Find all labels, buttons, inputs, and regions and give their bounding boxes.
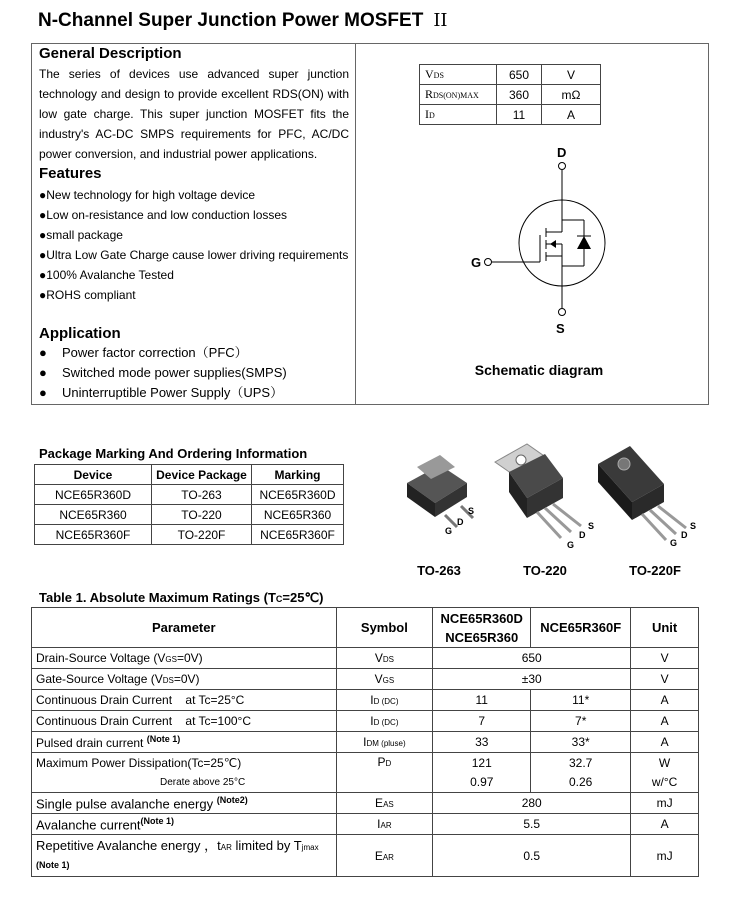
feature-item: ●Ultra Low Gate Charge cause lower driving requirements xyxy=(39,248,349,262)
package-table-title: Package Marking And Ordering Information xyxy=(39,446,308,461)
absolute-max-ratings-table xyxy=(31,607,699,877)
symbol-cell: IDM (pluse) xyxy=(336,732,433,753)
symbol-cell: VDS xyxy=(336,648,433,669)
param-cell: Single pulse avalanche energy $^{(Note2)}$ xyxy=(32,793,337,814)
package-cell: TO-220 xyxy=(152,505,252,525)
ratings-row-eas xyxy=(32,793,699,814)
drain-terminal xyxy=(559,163,566,170)
ratings-row-idm xyxy=(32,732,699,753)
spec-value: 650 xyxy=(497,65,542,85)
package-cell: NCE65R360 xyxy=(35,505,152,525)
application-item xyxy=(39,343,349,363)
ratings-header-row xyxy=(32,608,699,648)
param-cell: Drain-Source Voltage (VGS=0V) xyxy=(32,648,337,669)
source-label: S xyxy=(556,321,565,336)
body-diode-icon xyxy=(577,236,591,249)
application-item xyxy=(39,383,349,403)
param-cell: Avalanche current$^{(Note 1)}$ xyxy=(32,814,337,835)
application-heading: Application xyxy=(39,325,121,342)
header-nce65r360f: NCE65R360F xyxy=(531,608,631,648)
package-header-package: Device Package xyxy=(152,465,252,485)
value-cell: 0.26 xyxy=(531,773,631,793)
value-cell: 5.5 xyxy=(433,814,631,835)
overview-divider xyxy=(355,44,356,404)
drain-label: D xyxy=(557,145,567,160)
key-spec-table xyxy=(419,64,601,125)
value-cell: 121 xyxy=(433,753,531,773)
package-table xyxy=(34,464,344,545)
pin-label-s: S xyxy=(468,506,475,516)
application-list xyxy=(39,343,349,403)
unit-cell: w/°C xyxy=(631,773,699,793)
header-nce65r360d: NCE65R360D NCE65R360 xyxy=(433,608,531,648)
symbol-cell: EAR xyxy=(336,835,433,877)
gate-terminal xyxy=(485,259,492,266)
application-item xyxy=(39,363,349,383)
param-cell: Continuous Drain Current at Tc=100°C xyxy=(32,711,337,732)
ratings-row-ear xyxy=(32,835,699,877)
unit-cell: A xyxy=(631,814,699,835)
param-cell: Derate above 25°C xyxy=(32,773,337,793)
package-cell: TO-220F xyxy=(152,525,252,545)
unit-cell: A xyxy=(631,732,699,753)
package-row xyxy=(35,505,344,525)
value-cell: 33* xyxy=(531,732,631,753)
package-cell: TO-263 xyxy=(152,485,252,505)
package-row xyxy=(35,485,344,505)
spec-row xyxy=(420,105,601,125)
to220f-package-image xyxy=(592,440,704,550)
application-item-label: Switched mode power supplies(SMPS) xyxy=(62,365,287,380)
unit-cell: mJ xyxy=(631,835,699,877)
unit-cell: A xyxy=(631,711,699,732)
ratings-row-iar xyxy=(32,814,699,835)
schematic-caption: Schematic diagram xyxy=(474,362,604,378)
spec-unit: mΩ xyxy=(542,85,601,105)
value-cell: 11* xyxy=(531,690,631,711)
spec-param: ID xyxy=(420,105,497,125)
package-header-row xyxy=(35,465,344,485)
general-description-heading: General Description xyxy=(39,45,182,62)
bullet-icon: ● xyxy=(39,345,47,360)
header-parameter: Parameter xyxy=(32,608,337,648)
feature-item: ●New technology for high voltage device xyxy=(39,188,256,202)
unit-cell: W xyxy=(631,753,699,773)
pin-label-d: D xyxy=(579,530,586,540)
value-cell: 280 xyxy=(433,793,631,814)
application-item-label: Power factor correction（PFC） xyxy=(62,345,248,360)
pin-label-d: D xyxy=(681,530,688,540)
symbol-cell: ID (DC) xyxy=(336,690,433,711)
pin-label-s: S xyxy=(588,521,595,531)
unit-cell: V xyxy=(631,669,699,690)
value-cell: 0.5 xyxy=(433,835,631,877)
value-cell: 32.7 xyxy=(531,753,631,773)
symbol-cell: PD xyxy=(336,753,433,793)
spec-unit: A xyxy=(542,105,601,125)
features-heading: Features xyxy=(39,165,102,182)
title-roman-numeral: II xyxy=(433,10,448,31)
header-unit: Unit xyxy=(631,608,699,648)
gate-label: G xyxy=(471,255,482,270)
unit-cell: V xyxy=(631,648,699,669)
param-cell: Gate-Source Voltage (VDS=0V) xyxy=(32,669,337,690)
unit-cell: mJ xyxy=(631,793,699,814)
ratings-row-vgs xyxy=(32,669,699,690)
package-cell: NCE65R360F xyxy=(35,525,152,545)
feature-item: ●100% Avalanche Tested xyxy=(39,268,174,282)
package-cell: NCE65R360D xyxy=(35,485,152,505)
pin-label-g: G xyxy=(445,526,453,535)
title-text: N-Channel Super Junction Power MOSFET xyxy=(38,10,424,31)
package-header-marking: Marking xyxy=(252,465,344,485)
to220-package-image xyxy=(487,440,602,550)
ratings-row-pd xyxy=(32,753,699,773)
value-cell: 0.97 xyxy=(433,773,531,793)
package-cell: NCE65R360 xyxy=(252,505,344,525)
symbol-cell: VGS xyxy=(336,669,433,690)
value-cell: ±30 xyxy=(433,669,631,690)
document-title xyxy=(38,10,448,32)
source-terminal xyxy=(559,309,566,316)
ratings-row-id25 xyxy=(32,690,699,711)
feature-item: ●ROHS compliant xyxy=(39,288,136,302)
ratings-table-title: Table 1. Absolute Maximum Ratings (TC=25℃) xyxy=(39,590,324,605)
spec-unit: V xyxy=(542,65,601,85)
param-cell: Maximum Power Dissipation(Tc=25℃) xyxy=(32,753,337,773)
general-description-text: The series of devices use advanced super junction technology and design to provide excellent RDS(ON) with low gate charge. This super junction MOSFET fits the industry's AC-DC SMPS requirements for PFC, AC/DC power conversion, and industrial power applications. xyxy=(39,67,349,161)
pin-label-d: D xyxy=(457,517,464,527)
symbol-cell: ID (DC) xyxy=(336,711,433,732)
ratings-row-id100 xyxy=(32,711,699,732)
pin-label-s: S xyxy=(690,521,697,531)
spec-param: RDS(ON)MAX xyxy=(420,85,497,105)
features-list xyxy=(39,185,349,305)
param-cell: Pulsed drain current $^{(Note 1)}$ xyxy=(32,732,337,753)
feature-item: ●small package xyxy=(39,228,123,242)
spec-value: 360 xyxy=(497,85,542,105)
spec-param: VDS xyxy=(420,65,497,85)
unit-cell: A xyxy=(631,690,699,711)
ratings-row-vds xyxy=(32,648,699,669)
application-item-label: Uninterruptible Power Supply（UPS） xyxy=(62,385,284,400)
header-symbol: Symbol xyxy=(336,608,433,648)
spec-row xyxy=(420,85,601,105)
package-header-device: Device xyxy=(35,465,152,485)
value-cell: 650 xyxy=(433,648,631,669)
package-label-to220: TO-220 xyxy=(523,563,567,578)
package-cell: NCE65R360F xyxy=(252,525,344,545)
value-cell: 33 xyxy=(433,732,531,753)
value-cell: 7* xyxy=(531,711,631,732)
value-cell: 11 xyxy=(433,690,531,711)
package-label-to263: TO-263 xyxy=(417,563,461,578)
pin-label-g: G xyxy=(670,538,678,548)
value-cell: 7 xyxy=(433,711,531,732)
mosfet-schematic xyxy=(460,140,660,340)
symbol-cell: IAR xyxy=(336,814,433,835)
symbol-cell: EAS xyxy=(336,793,433,814)
package-row xyxy=(35,525,344,545)
bullet-icon: ● xyxy=(39,365,47,380)
spec-row xyxy=(420,65,601,85)
pin-label-g: G xyxy=(567,540,575,550)
bullet-icon: ● xyxy=(39,385,47,400)
feature-item: ●Low on-resistance and low conduction losses xyxy=(39,208,288,222)
spec-value: 11 xyxy=(497,105,542,125)
package-label-to220f: TO-220F xyxy=(629,563,681,578)
package-cell: NCE65R360D xyxy=(252,485,344,505)
param-cell: Repetitive Avalanche energy ，tAR limited by Tjmax (Note 1) xyxy=(32,835,337,877)
param-cell: Continuous Drain Current at Tc=25°C xyxy=(32,690,337,711)
